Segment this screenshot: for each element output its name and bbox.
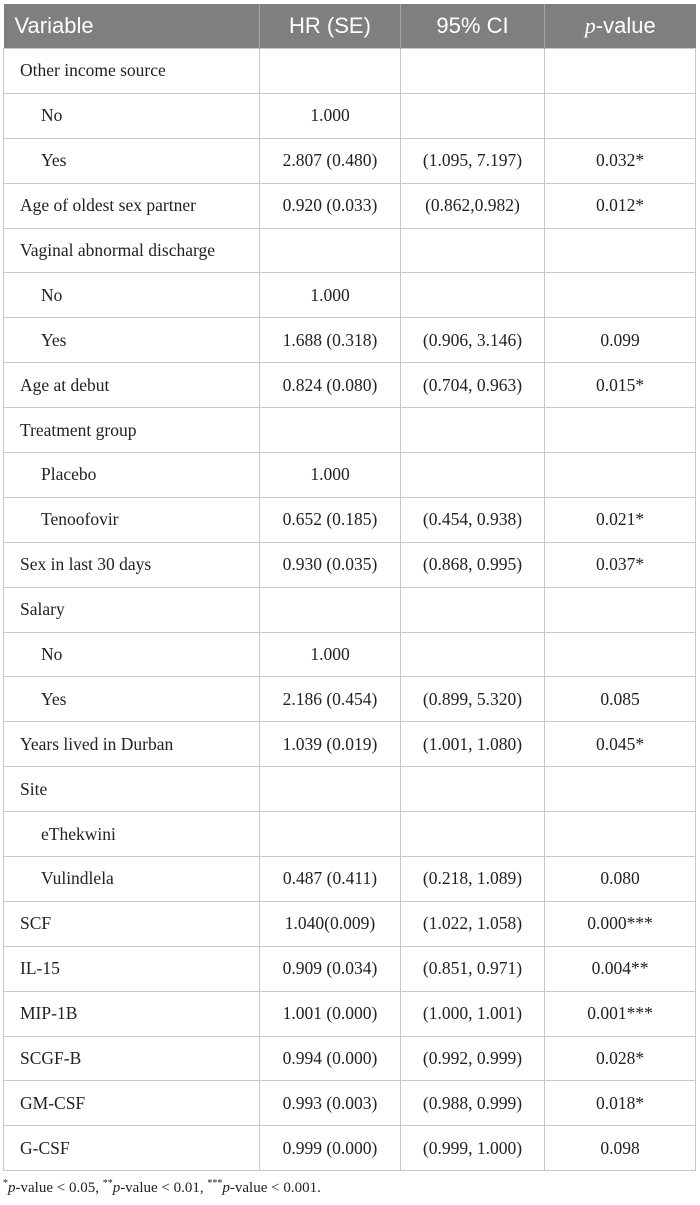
- cell-variable: Age at debut: [4, 363, 260, 408]
- table-row: [4, 632, 696, 677]
- cell-p-value: 0.001***: [545, 991, 696, 1036]
- cell-hr: [260, 228, 401, 273]
- cell-ci: (0.906, 3.146): [401, 318, 545, 363]
- cell-variable: Placebo: [4, 453, 260, 498]
- table-row: [4, 363, 696, 408]
- table-row: [4, 408, 696, 453]
- footnote: [3, 1178, 321, 1197]
- table-row: [4, 991, 696, 1036]
- cell-ci: [401, 453, 545, 498]
- cell-p-value: [545, 49, 696, 94]
- table-row: [4, 857, 696, 902]
- table-row: [4, 542, 696, 587]
- cell-variable: MIP-1B: [4, 991, 260, 1036]
- cell-ci: [401, 632, 545, 677]
- cell-variable: SCGF-B: [4, 1036, 260, 1081]
- cell-ci: (0.851, 0.971): [401, 946, 545, 991]
- table-row: [4, 93, 696, 138]
- cell-hr: [260, 812, 401, 857]
- cell-hr: [260, 587, 401, 632]
- cell-p-value: 0.004**: [545, 946, 696, 991]
- results-table: [3, 4, 696, 1171]
- cell-variable: No: [4, 632, 260, 677]
- cell-hr: 1.001 (0.000): [260, 991, 401, 1036]
- cell-variable: Vaginal abnormal discharge: [4, 228, 260, 273]
- cell-variable: Yes: [4, 318, 260, 363]
- footnote-p-1: p: [8, 1180, 16, 1196]
- cell-hr: 1.039 (0.019): [260, 722, 401, 767]
- cell-ci: [401, 93, 545, 138]
- footnote-sym-3: ***: [207, 1178, 223, 1189]
- cell-p-value: 0.018*: [545, 1081, 696, 1126]
- cell-p-value: 0.080: [545, 857, 696, 902]
- cell-hr: 0.920 (0.033): [260, 183, 401, 228]
- footnote-p-3: p: [222, 1180, 230, 1196]
- footnote-text-1: -value < 0.05,: [15, 1180, 103, 1196]
- cell-hr: 1.000: [260, 453, 401, 498]
- cell-hr: 0.930 (0.035): [260, 542, 401, 587]
- cell-variable: Age of oldest sex partner: [4, 183, 260, 228]
- cell-hr: 0.999 (0.000): [260, 1126, 401, 1171]
- cell-p-value: [545, 767, 696, 812]
- footnote-p-2: p: [112, 1180, 121, 1196]
- cell-ci: (0.218, 1.089): [401, 857, 545, 902]
- cell-hr: [260, 767, 401, 812]
- table-row: [4, 228, 696, 273]
- table-row: [4, 453, 696, 498]
- cell-hr: 1.000: [260, 273, 401, 318]
- cell-hr: 1.000: [260, 632, 401, 677]
- cell-p-value: [545, 93, 696, 138]
- table-row: [4, 677, 696, 722]
- cell-ci: [401, 812, 545, 857]
- cell-hr: [260, 49, 401, 94]
- table-row: [4, 946, 696, 991]
- table-row: [4, 1036, 696, 1081]
- cell-ci: (0.868, 0.995): [401, 542, 545, 587]
- header-p-value: [545, 4, 696, 49]
- cell-p-value: [545, 587, 696, 632]
- cell-p-value: [545, 408, 696, 453]
- cell-ci: [401, 228, 545, 273]
- cell-variable: IL-15: [4, 946, 260, 991]
- cell-variable: G-CSF: [4, 1126, 260, 1171]
- header-variable: Variable: [4, 4, 260, 49]
- cell-variable: Years lived in Durban: [4, 722, 260, 767]
- footnote-text-2: -value < 0.01,: [120, 1180, 208, 1196]
- cell-p-value: 0.085: [545, 677, 696, 722]
- cell-p-value: 0.098: [545, 1126, 696, 1171]
- footnote-text-3: -value < 0.001.: [229, 1180, 321, 1196]
- cell-ci: (1.095, 7.197): [401, 138, 545, 183]
- cell-ci: (1.000, 1.001): [401, 991, 545, 1036]
- table-row: [4, 722, 696, 767]
- cell-ci: [401, 587, 545, 632]
- header-row: [4, 4, 696, 49]
- cell-hr: 2.807 (0.480): [260, 138, 401, 183]
- cell-p-value: [545, 812, 696, 857]
- cell-p-value: 0.021*: [545, 497, 696, 542]
- cell-p-value: 0.000***: [545, 901, 696, 946]
- table-row: [4, 587, 696, 632]
- table-row: [4, 138, 696, 183]
- footnote-sym-2: **: [102, 1178, 113, 1189]
- cell-hr: [260, 408, 401, 453]
- table-body: [4, 49, 696, 1171]
- cell-ci: (0.899, 5.320): [401, 677, 545, 722]
- cell-p-value: [545, 632, 696, 677]
- cell-p-value: 0.028*: [545, 1036, 696, 1081]
- cell-variable: No: [4, 93, 260, 138]
- table-row: [4, 1081, 696, 1126]
- cell-p-value: [545, 273, 696, 318]
- cell-ci: [401, 49, 545, 94]
- cell-p-value: 0.032*: [545, 138, 696, 183]
- cell-variable: Tenoofovir: [4, 497, 260, 542]
- cell-p-value: [545, 453, 696, 498]
- table-row: [4, 183, 696, 228]
- cell-p-value: 0.099: [545, 318, 696, 363]
- cell-hr: 0.824 (0.080): [260, 363, 401, 408]
- cell-ci: (1.001, 1.080): [401, 722, 545, 767]
- cell-ci: (0.988, 0.999): [401, 1081, 545, 1126]
- table-row: [4, 1126, 696, 1171]
- cell-variable: Yes: [4, 138, 260, 183]
- cell-variable: Other income source: [4, 49, 260, 94]
- cell-variable: Salary: [4, 587, 260, 632]
- cell-hr: 1.040(0.009): [260, 901, 401, 946]
- table-row: [4, 767, 696, 812]
- table-row: [4, 318, 696, 363]
- cell-hr: 0.994 (0.000): [260, 1036, 401, 1081]
- cell-p-value: 0.037*: [545, 542, 696, 587]
- cell-hr: 1.000: [260, 93, 401, 138]
- cell-variable: Vulindlela: [4, 857, 260, 902]
- cell-ci: (1.022, 1.058): [401, 901, 545, 946]
- table-row: [4, 49, 696, 94]
- cell-ci: [401, 767, 545, 812]
- cell-ci: (0.862,0.982): [401, 183, 545, 228]
- cell-hr: 0.993 (0.003): [260, 1081, 401, 1126]
- table-row: [4, 901, 696, 946]
- cell-ci: (0.454, 0.938): [401, 497, 545, 542]
- cell-variable: SCF: [4, 901, 260, 946]
- cell-p-value: 0.012*: [545, 183, 696, 228]
- cell-variable: Sex in last 30 days: [4, 542, 260, 587]
- cell-ci: (0.992, 0.999): [401, 1036, 545, 1081]
- header-hr: HR (SE): [260, 4, 401, 49]
- header-p-italic: p: [584, 13, 596, 38]
- cell-variable: Site: [4, 767, 260, 812]
- footnote-sym-1: *: [3, 1178, 8, 1189]
- cell-ci: (0.999, 1.000): [401, 1126, 545, 1171]
- cell-ci: (0.704, 0.963): [401, 363, 545, 408]
- cell-hr: 2.186 (0.454): [260, 677, 401, 722]
- cell-variable: Treatment group: [4, 408, 260, 453]
- cell-p-value: 0.045*: [545, 722, 696, 767]
- cell-variable: Yes: [4, 677, 260, 722]
- table-row: [4, 497, 696, 542]
- cell-hr: 0.652 (0.185): [260, 497, 401, 542]
- cell-p-value: 0.015*: [545, 363, 696, 408]
- table-row: [4, 273, 696, 318]
- cell-variable: No: [4, 273, 260, 318]
- cell-hr: 0.487 (0.411): [260, 857, 401, 902]
- cell-p-value: [545, 228, 696, 273]
- table-row: [4, 812, 696, 857]
- header-p-rest: -value: [595, 13, 656, 38]
- cell-hr: 0.909 (0.034): [260, 946, 401, 991]
- cell-ci: [401, 408, 545, 453]
- cell-hr: 1.688 (0.318): [260, 318, 401, 363]
- header-ci: 95% CI: [401, 4, 545, 49]
- cell-ci: [401, 273, 545, 318]
- cell-variable: eThekwini: [4, 812, 260, 857]
- cell-variable: GM-CSF: [4, 1081, 260, 1126]
